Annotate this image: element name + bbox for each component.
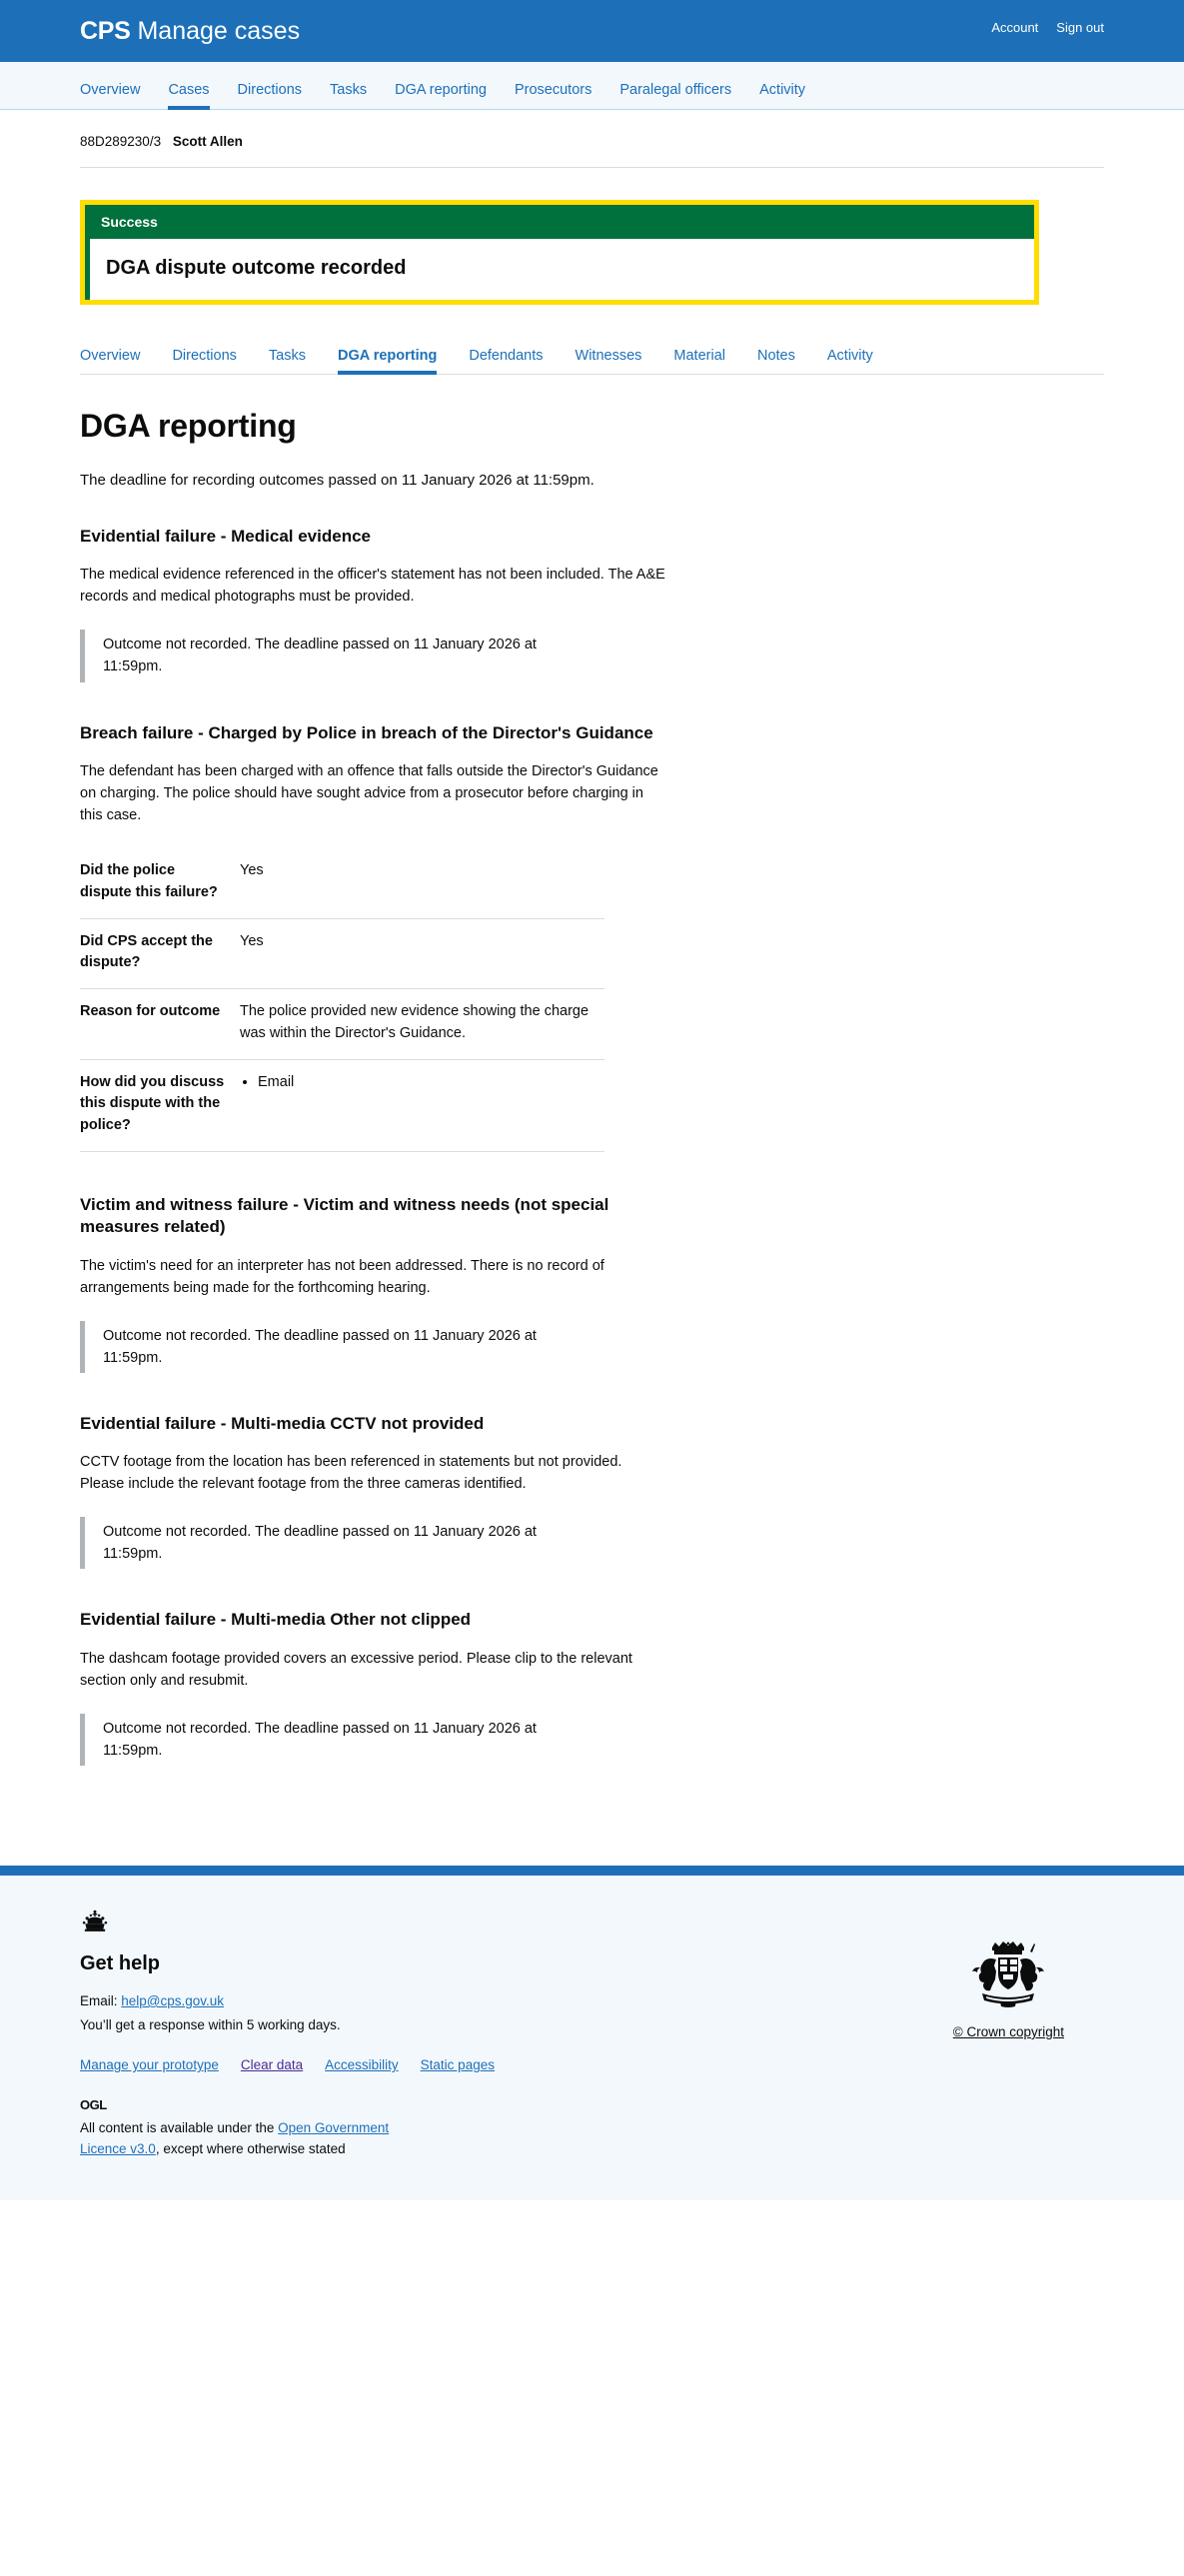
case-tab-material[interactable]: Material bbox=[673, 348, 725, 364]
summary-row bbox=[80, 989, 604, 1060]
defendant-name: Scott Allen bbox=[172, 134, 243, 149]
outcome-inset-text: Outcome not recorded. The deadline passed on 11 January 2026 at 11:59pm. bbox=[103, 1720, 537, 1759]
banner-message: DGA dispute outcome recorded bbox=[85, 239, 1034, 300]
account-link[interactable]: Account bbox=[991, 19, 1039, 35]
failure-section bbox=[80, 1194, 719, 1373]
failure-description: The medical evidence referenced in the officer's statement has not been included. The A&E records and medical photographs must be provided. bbox=[80, 567, 665, 606]
licence-prefix: All content is available under the bbox=[80, 2120, 279, 2136]
summary-key: Did the police dispute this failure? bbox=[80, 862, 218, 900]
deadline-text: The deadline for recording outcomes passed on 11 January 2026 at 11:59pm. bbox=[80, 472, 594, 490]
dispute-summary-list bbox=[80, 848, 604, 1152]
failure-title: Victim and witness failure - Victim and witness needs (not special measures related) bbox=[80, 1194, 609, 1237]
outcome-inset-text: Outcome not recorded. The deadline passed on 11 January 2026 at 11:59pm. bbox=[103, 1327, 537, 1366]
failure-title: Evidential failure - Multi-media CCTV not provided bbox=[80, 1413, 485, 1433]
outcome-inset bbox=[80, 1714, 599, 1766]
page-footer bbox=[0, 1866, 1184, 2200]
primary-navigation bbox=[0, 62, 1184, 110]
outcome-inset bbox=[80, 1517, 599, 1569]
brand-name: CPS bbox=[80, 16, 131, 45]
crown-icon bbox=[80, 1910, 495, 1938]
summary-key: Did CPS accept the dispute? bbox=[80, 932, 213, 971]
outcome-inset bbox=[80, 1321, 599, 1373]
failure-section bbox=[80, 722, 719, 1152]
header-account-links bbox=[991, 20, 1104, 35]
case-reference: 88D289230/3 bbox=[80, 134, 162, 149]
primary-nav-item-cases[interactable]: Cases bbox=[154, 70, 223, 109]
primary-nav-item-directions[interactable]: Directions bbox=[237, 82, 303, 98]
footer-links bbox=[80, 2057, 495, 2072]
case-tab-overview[interactable]: Overview bbox=[80, 348, 141, 364]
case-tab-notes[interactable]: Notes bbox=[756, 348, 795, 364]
case-summary-bar bbox=[80, 110, 1104, 168]
outcome-inset-text: Outcome not recorded. The deadline passed on 11 January 2026 at 11:59pm. bbox=[103, 637, 537, 675]
primary-nav-item-paralegal-officers[interactable]: Paralegal officers bbox=[619, 82, 732, 98]
summary-value: Yes bbox=[240, 932, 264, 949]
licence-suffix: , except where otherwise stated bbox=[155, 2141, 346, 2157]
primary-nav-item-tasks[interactable]: Tasks bbox=[330, 82, 368, 98]
footer-link-manage-your-prototype[interactable]: Manage your prototype bbox=[80, 2057, 219, 2073]
outcome-inset bbox=[80, 630, 599, 681]
primary-nav-item-prosecutors[interactable]: Prosecutors bbox=[514, 82, 592, 98]
failure-description: CCTV footage from the location has been referenced in statements but not provided. Please include the relevant footage from the three cameras identified. bbox=[80, 1454, 622, 1493]
case-tab-dga-reporting[interactable]: DGA reporting bbox=[322, 339, 453, 374]
failures-list bbox=[80, 526, 719, 1766]
case-tabs bbox=[80, 339, 1104, 375]
failure-description: The defendant has been charged with an offence that falls outside the Director's Guidance on charging. The police should have sought advice from a prosecutor before charging in this case. bbox=[80, 762, 658, 823]
case-tab-directions[interactable]: Directions bbox=[172, 348, 237, 364]
footer-link-static-pages[interactable]: Static pages bbox=[420, 2057, 495, 2073]
crown-copyright-link[interactable]: © Crown copyright bbox=[952, 2023, 1064, 2039]
primary-nav-item-activity[interactable]: Activity bbox=[759, 82, 806, 98]
support-email-line bbox=[80, 1991, 495, 2011]
failure-description: The dashcam footage provided covers an excessive period. Please clip to the relevant section only and resubmit. bbox=[80, 1650, 632, 1689]
case-tab-defendants[interactable]: Defendants bbox=[469, 348, 544, 364]
success-notification-banner bbox=[80, 200, 1039, 305]
summary-key: How did you discuss this dispute with the police? bbox=[80, 1073, 225, 1134]
brand-logo bbox=[80, 16, 301, 45]
sign-out-link[interactable]: Sign out bbox=[1056, 19, 1104, 35]
summary-key: Reason for outcome bbox=[80, 1003, 221, 1020]
summary-value: The police provided new evidence showing the charge was within the Director's Guidance. bbox=[240, 1003, 590, 1041]
case-tab-witnesses[interactable]: Witnesses bbox=[575, 348, 642, 364]
app-header bbox=[0, 0, 1184, 62]
royal-coat-of-arms-icon bbox=[953, 1939, 1064, 2020]
banner-title: Success bbox=[85, 205, 1034, 239]
failure-section bbox=[80, 1609, 719, 1766]
failure-title: Evidential failure - Multi-media Other not clipped bbox=[80, 1610, 472, 1630]
footer-link-clear-data[interactable]: Clear data bbox=[240, 2057, 304, 2073]
summary-value-list-item: • Email bbox=[258, 1072, 604, 1094]
case-tab-activity[interactable]: Activity bbox=[826, 348, 873, 364]
get-help-heading: Get help bbox=[80, 1951, 161, 1974]
summary-value bbox=[240, 1072, 604, 1137]
support-email-link[interactable]: help@cps.gov.uk bbox=[121, 1992, 225, 2008]
primary-nav-item-overview[interactable]: Overview bbox=[80, 82, 141, 98]
ogl-logo: OGL bbox=[80, 2097, 107, 2113]
failure-title: Evidential failure - Medical evidence bbox=[80, 526, 371, 546]
summary-row bbox=[80, 919, 604, 990]
response-time-text: You’ll get a response within 5 working days. bbox=[80, 2017, 341, 2033]
brand-service-name: Manage cases bbox=[137, 16, 301, 45]
open-government-licence-link[interactable]: Open Government Licence v3.0 bbox=[80, 2120, 390, 2157]
summary-value: Yes bbox=[240, 862, 264, 879]
summary-row bbox=[80, 848, 604, 919]
case-tab-tasks[interactable]: Tasks bbox=[268, 348, 306, 364]
licence-text bbox=[80, 2118, 390, 2160]
summary-row bbox=[80, 1060, 604, 1152]
footer-link-accessibility[interactable]: Accessibility bbox=[325, 2057, 399, 2073]
failure-description: The victim's need for an interpreter has not been addressed. There is no record of arrangements being made for the forthcoming hearing. bbox=[80, 1257, 604, 1296]
outcome-inset-text: Outcome not recorded. The deadline passed on 11 January 2026 at 11:59pm. bbox=[103, 1524, 537, 1563]
summary-value-list bbox=[240, 1072, 604, 1094]
page-title: DGA reporting bbox=[80, 408, 297, 444]
failure-section bbox=[80, 526, 719, 682]
main-content bbox=[80, 375, 719, 1846]
email-label: Email: bbox=[80, 1992, 122, 2008]
failure-section bbox=[80, 1413, 719, 1570]
primary-nav-item-dga-reporting[interactable]: DGA reporting bbox=[395, 82, 487, 98]
failure-title: Breach failure - Charged by Police in breach of the Director's Guidance bbox=[80, 722, 653, 742]
